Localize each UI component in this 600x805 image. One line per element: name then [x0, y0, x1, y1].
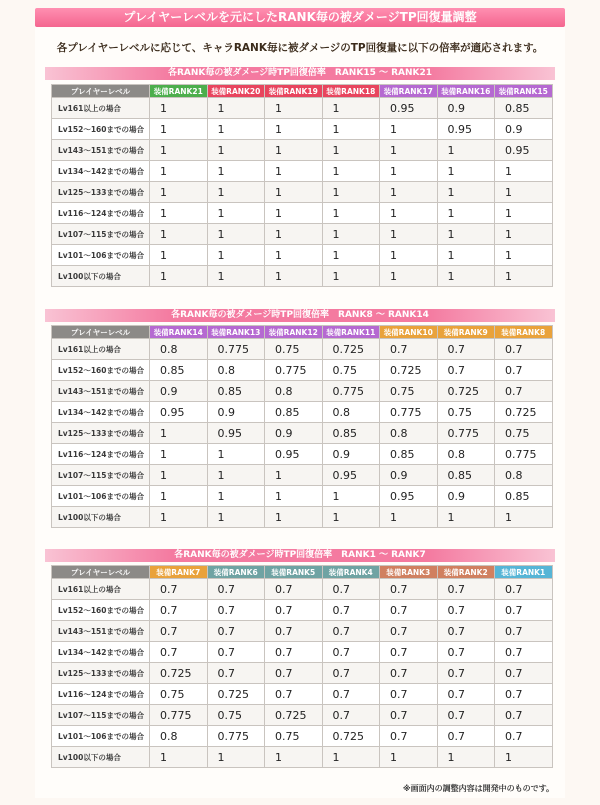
- column-header-player-level: プレイヤーレベル: [52, 326, 150, 339]
- multiplier-cell: 0.85: [495, 98, 553, 119]
- table-row: [52, 360, 553, 381]
- multiplier-cell: 0.7: [380, 339, 438, 360]
- multiplier-cell: 0.85: [495, 486, 553, 507]
- section-title-rank15-21: 各RANK毎の被ダメージ時TP回復倍率 RANK15 ～ RANK21: [45, 67, 555, 80]
- table-rank15-21: [51, 84, 553, 287]
- multiplier-cell: 0.75: [437, 402, 495, 423]
- player-level-label: Lv101～106までの場合: [52, 486, 150, 507]
- multiplier-cell: 0.7: [322, 579, 380, 600]
- column-header-rank: 装備RANK8: [495, 326, 553, 339]
- multiplier-cell: 0.75: [495, 423, 553, 444]
- multiplier-cell: 0.75: [322, 360, 380, 381]
- multiplier-cell: 0.7: [437, 726, 495, 747]
- multiplier-cell: 1: [380, 266, 438, 287]
- player-level-label: Lv116～124までの場合: [52, 444, 150, 465]
- page-title: プレイヤーレベルを元にしたRANK毎の被ダメージTP回復量調整: [35, 8, 565, 27]
- multiplier-cell: 1: [207, 182, 265, 203]
- multiplier-cell: 0.9: [495, 119, 553, 140]
- multiplier-cell: 0.7: [207, 579, 265, 600]
- multiplier-cell: 1: [437, 224, 495, 245]
- multiplier-cell: 0.8: [265, 381, 323, 402]
- table-row: [52, 339, 553, 360]
- multiplier-cell: 0.7: [207, 621, 265, 642]
- multiplier-cell: 1: [207, 486, 265, 507]
- multiplier-cell: 0.725: [150, 663, 208, 684]
- multiplier-cell: 0.7: [437, 360, 495, 381]
- multiplier-cell: 1: [207, 444, 265, 465]
- player-level-label: Lv100以下の場合: [52, 507, 150, 528]
- multiplier-cell: 0.8: [207, 360, 265, 381]
- column-header-rank: 装備RANK18: [322, 85, 380, 98]
- table-row: [52, 507, 553, 528]
- multiplier-cell: 1: [437, 140, 495, 161]
- multiplier-cell: 0.7: [495, 381, 553, 402]
- multiplier-cell: 1: [495, 203, 553, 224]
- multiplier-cell: 0.7: [437, 684, 495, 705]
- multiplier-cell: 0.7: [495, 663, 553, 684]
- multiplier-cell: 1: [437, 747, 495, 768]
- player-level-label: Lv125～133までの場合: [52, 663, 150, 684]
- multiplier-cell: 0.7: [380, 642, 438, 663]
- multiplier-cell: 0.85: [380, 444, 438, 465]
- column-header-rank: 装備RANK2: [437, 566, 495, 579]
- multiplier-cell: 0.85: [437, 465, 495, 486]
- multiplier-cell: 0.95: [207, 423, 265, 444]
- multiplier-cell: 1: [150, 266, 208, 287]
- multiplier-cell: 1: [150, 98, 208, 119]
- player-level-label: Lv152～160までの場合: [52, 600, 150, 621]
- page-subtitle: 各プレイヤーレベルに応じて、キャラRANK毎に被ダメージのTP回復量に以下の倍率が適応されます。: [56, 42, 544, 54]
- multiplier-cell: 0.9: [322, 444, 380, 465]
- multiplier-cell: 1: [150, 507, 208, 528]
- multiplier-cell: 1: [495, 161, 553, 182]
- table-row: [52, 119, 553, 140]
- multiplier-cell: 0.9: [265, 423, 323, 444]
- column-header-rank: 装備RANK6: [207, 566, 265, 579]
- column-header-rank: 装備RANK16: [437, 85, 495, 98]
- footnote: ※画面内の調整内容は開発中のものです。: [402, 784, 554, 793]
- table-row: [52, 182, 553, 203]
- multiplier-cell: 1: [207, 747, 265, 768]
- multiplier-cell: 0.775: [207, 726, 265, 747]
- multiplier-cell: 0.7: [380, 663, 438, 684]
- table-row: [52, 402, 553, 423]
- multiplier-cell: 1: [265, 486, 323, 507]
- multiplier-cell: 1: [150, 423, 208, 444]
- player-level-label: Lv100以下の場合: [52, 747, 150, 768]
- multiplier-cell: 1: [207, 224, 265, 245]
- table-row: [52, 684, 553, 705]
- multiplier-cell: 0.8: [495, 465, 553, 486]
- multiplier-cell: 1: [322, 747, 380, 768]
- column-header-rank: 装備RANK12: [265, 326, 323, 339]
- table-row: [52, 663, 553, 684]
- multiplier-cell: 0.85: [150, 360, 208, 381]
- column-header-rank: 装備RANK13: [207, 326, 265, 339]
- multiplier-cell: 0.7: [437, 621, 495, 642]
- multiplier-cell: 0.95: [380, 98, 438, 119]
- multiplier-cell: 1: [380, 507, 438, 528]
- multiplier-cell: 0.8: [322, 402, 380, 423]
- multiplier-cell: 1: [207, 245, 265, 266]
- multiplier-cell: 0.7: [380, 600, 438, 621]
- multiplier-cell: 1: [150, 245, 208, 266]
- multiplier-cell: 0.7: [322, 684, 380, 705]
- player-level-label: Lv161以上の場合: [52, 579, 150, 600]
- player-level-label: Lv143～151までの場合: [52, 140, 150, 161]
- multiplier-cell: 0.7: [495, 360, 553, 381]
- player-level-label: Lv125～133までの場合: [52, 423, 150, 444]
- column-header-rank: 装備RANK14: [150, 326, 208, 339]
- multiplier-cell: 0.95: [150, 402, 208, 423]
- column-header-rank: 装備RANK20: [207, 85, 265, 98]
- multiplier-cell: 1: [207, 203, 265, 224]
- multiplier-cell: 1: [380, 245, 438, 266]
- column-header-rank: 装備RANK19: [265, 85, 323, 98]
- multiplier-cell: 0.725: [437, 381, 495, 402]
- multiplier-cell: 1: [322, 182, 380, 203]
- multiplier-cell: 0.725: [495, 402, 553, 423]
- multiplier-cell: 1: [437, 507, 495, 528]
- player-level-label: Lv152～160までの場合: [52, 119, 150, 140]
- multiplier-cell: 1: [437, 245, 495, 266]
- player-level-label: Lv101～106までの場合: [52, 726, 150, 747]
- column-header-rank: 装備RANK1: [495, 566, 553, 579]
- multiplier-cell: 0.85: [207, 381, 265, 402]
- multiplier-cell: 1: [322, 140, 380, 161]
- column-header-rank: 装備RANK5: [265, 566, 323, 579]
- table-row: [52, 140, 553, 161]
- multiplier-cell: 1: [380, 224, 438, 245]
- table-row: [52, 465, 553, 486]
- table-row: [52, 705, 553, 726]
- multiplier-cell: 0.7: [495, 600, 553, 621]
- multiplier-cell: 1: [322, 507, 380, 528]
- column-header-rank: 装備RANK21: [150, 85, 208, 98]
- multiplier-cell: 1: [207, 507, 265, 528]
- multiplier-cell: 0.7: [380, 684, 438, 705]
- multiplier-cell: 0.7: [265, 579, 323, 600]
- multiplier-cell: 1: [265, 224, 323, 245]
- multiplier-cell: 0.75: [150, 684, 208, 705]
- multiplier-cell: 0.7: [380, 579, 438, 600]
- table-row: [52, 224, 553, 245]
- multiplier-cell: 0.75: [265, 726, 323, 747]
- multiplier-cell: 1: [265, 203, 323, 224]
- table-row: [52, 747, 553, 768]
- multiplier-cell: 1: [207, 119, 265, 140]
- multiplier-cell: 0.7: [380, 726, 438, 747]
- multiplier-cell: 1: [265, 140, 323, 161]
- multiplier-cell: 1: [495, 224, 553, 245]
- player-level-label: Lv125～133までの場合: [52, 182, 150, 203]
- multiplier-cell: 1: [495, 266, 553, 287]
- multiplier-cell: 1: [150, 747, 208, 768]
- multiplier-cell: 0.7: [322, 642, 380, 663]
- multiplier-cell: 0.7: [322, 663, 380, 684]
- multiplier-cell: 0.95: [322, 465, 380, 486]
- multiplier-cell: 0.7: [150, 621, 208, 642]
- multiplier-cell: 0.85: [265, 402, 323, 423]
- multiplier-cell: 0.95: [495, 140, 553, 161]
- multiplier-cell: 0.7: [495, 684, 553, 705]
- player-level-label: Lv161以上の場合: [52, 339, 150, 360]
- player-level-label: Lv134～142までの場合: [52, 402, 150, 423]
- multiplier-cell: 1: [207, 465, 265, 486]
- multiplier-cell: 0.7: [495, 705, 553, 726]
- multiplier-cell: 0.9: [150, 381, 208, 402]
- player-level-label: Lv152～160までの場合: [52, 360, 150, 381]
- column-header-rank: 装備RANK9: [437, 326, 495, 339]
- multiplier-cell: 1: [150, 203, 208, 224]
- multiplier-cell: 0.7: [437, 339, 495, 360]
- section-title-rank8-14: 各RANK毎の被ダメージ時TP回復倍率 RANK8 ～ RANK14: [45, 309, 555, 322]
- multiplier-cell: 1: [437, 161, 495, 182]
- multiplier-cell: 1: [150, 140, 208, 161]
- column-header-rank: 装備RANK15: [495, 85, 553, 98]
- table-row: [52, 423, 553, 444]
- multiplier-cell: 1: [150, 224, 208, 245]
- multiplier-cell: 0.7: [265, 642, 323, 663]
- multiplier-cell: 1: [322, 119, 380, 140]
- multiplier-cell: 0.85: [322, 423, 380, 444]
- multiplier-cell: 1: [437, 203, 495, 224]
- column-header-rank: 装備RANK7: [150, 566, 208, 579]
- section-title-rank1-7: 各RANK毎の被ダメージ時TP回復倍率 RANK1 ～ RANK7: [45, 549, 555, 562]
- multiplier-cell: 0.7: [207, 663, 265, 684]
- table-row: [52, 98, 553, 119]
- multiplier-cell: 1: [437, 266, 495, 287]
- multiplier-cell: 1: [150, 486, 208, 507]
- multiplier-cell: 0.95: [380, 486, 438, 507]
- player-level-label: Lv161以上の場合: [52, 98, 150, 119]
- multiplier-cell: 0.9: [207, 402, 265, 423]
- multiplier-cell: 0.7: [265, 684, 323, 705]
- multiplier-cell: 1: [150, 182, 208, 203]
- multiplier-cell: 1: [150, 465, 208, 486]
- multiplier-cell: 0.7: [437, 579, 495, 600]
- multiplier-cell: 1: [322, 245, 380, 266]
- table-rank1-7: [51, 565, 553, 768]
- multiplier-cell: 0.7: [207, 642, 265, 663]
- multiplier-cell: 1: [495, 747, 553, 768]
- multiplier-cell: 0.75: [207, 705, 265, 726]
- multiplier-cell: 0.7: [495, 579, 553, 600]
- multiplier-cell: 0.95: [437, 119, 495, 140]
- table-rank8-14: [51, 325, 553, 528]
- table-row: [52, 203, 553, 224]
- multiplier-cell: 0.7: [150, 579, 208, 600]
- multiplier-cell: 0.7: [495, 621, 553, 642]
- multiplier-cell: 1: [380, 747, 438, 768]
- multiplier-cell: 1: [207, 140, 265, 161]
- table-row: [52, 600, 553, 621]
- multiplier-cell: 0.7: [437, 705, 495, 726]
- multiplier-cell: 1: [380, 203, 438, 224]
- multiplier-cell: 0.7: [150, 600, 208, 621]
- table-row: [52, 486, 553, 507]
- multiplier-cell: 0.725: [207, 684, 265, 705]
- player-level-label: Lv134～142までの場合: [52, 161, 150, 182]
- column-header-rank: 装備RANK17: [380, 85, 438, 98]
- multiplier-cell: 1: [437, 182, 495, 203]
- multiplier-cell: 1: [265, 119, 323, 140]
- multiplier-cell: 1: [265, 266, 323, 287]
- multiplier-cell: 1: [495, 507, 553, 528]
- multiplier-cell: 0.7: [495, 642, 553, 663]
- multiplier-cell: 0.7: [265, 663, 323, 684]
- multiplier-cell: 0.7: [380, 621, 438, 642]
- player-level-label: Lv143～151までの場合: [52, 621, 150, 642]
- multiplier-cell: 0.7: [265, 621, 323, 642]
- multiplier-cell: 1: [322, 224, 380, 245]
- multiplier-cell: 1: [207, 161, 265, 182]
- multiplier-cell: 1: [150, 161, 208, 182]
- multiplier-cell: 0.7: [265, 600, 323, 621]
- column-header-rank: 装備RANK4: [322, 566, 380, 579]
- table-row: [52, 161, 553, 182]
- column-header-player-level: プレイヤーレベル: [52, 566, 150, 579]
- column-header-rank: 装備RANK11: [322, 326, 380, 339]
- multiplier-cell: 1: [150, 444, 208, 465]
- multiplier-cell: 1: [322, 161, 380, 182]
- multiplier-cell: 0.725: [322, 339, 380, 360]
- multiplier-cell: 0.7: [437, 600, 495, 621]
- multiplier-cell: 1: [150, 119, 208, 140]
- multiplier-cell: 1: [265, 747, 323, 768]
- player-level-label: Lv107～115までの場合: [52, 224, 150, 245]
- multiplier-cell: 1: [265, 161, 323, 182]
- column-header-rank: 装備RANK10: [380, 326, 438, 339]
- multiplier-cell: 0.7: [322, 621, 380, 642]
- table-row: [52, 381, 553, 402]
- multiplier-cell: 0.7: [495, 726, 553, 747]
- multiplier-cell: 0.95: [265, 444, 323, 465]
- multiplier-cell: 0.7: [150, 642, 208, 663]
- player-level-label: Lv143～151までの場合: [52, 381, 150, 402]
- table-row: [52, 245, 553, 266]
- multiplier-cell: 1: [322, 266, 380, 287]
- multiplier-cell: 0.8: [150, 726, 208, 747]
- multiplier-cell: 0.7: [437, 642, 495, 663]
- multiplier-cell: 0.775: [150, 705, 208, 726]
- column-header-rank: 装備RANK3: [380, 566, 438, 579]
- multiplier-cell: 1: [380, 161, 438, 182]
- player-level-label: Lv134～142までの場合: [52, 642, 150, 663]
- table-row: [52, 579, 553, 600]
- multiplier-cell: 0.725: [380, 360, 438, 381]
- multiplier-cell: 0.725: [265, 705, 323, 726]
- multiplier-cell: 1: [380, 182, 438, 203]
- multiplier-cell: 0.775: [495, 444, 553, 465]
- multiplier-cell: 1: [265, 507, 323, 528]
- table-row: [52, 642, 553, 663]
- multiplier-cell: 0.8: [380, 423, 438, 444]
- player-level-label: Lv101～106までの場合: [52, 245, 150, 266]
- player-level-label: Lv107～115までの場合: [52, 705, 150, 726]
- multiplier-cell: 0.9: [437, 486, 495, 507]
- player-level-label: Lv116～124までの場合: [52, 203, 150, 224]
- table-row: [52, 444, 553, 465]
- multiplier-cell: 0.7: [437, 663, 495, 684]
- multiplier-cell: 0.9: [380, 465, 438, 486]
- multiplier-cell: 0.775: [207, 339, 265, 360]
- table-row: [52, 726, 553, 747]
- multiplier-cell: 1: [380, 119, 438, 140]
- multiplier-cell: 0.775: [322, 381, 380, 402]
- multiplier-cell: 1: [207, 266, 265, 287]
- multiplier-cell: 0.7: [380, 705, 438, 726]
- multiplier-cell: 1: [322, 203, 380, 224]
- multiplier-cell: 0.725: [322, 726, 380, 747]
- table-row: [52, 621, 553, 642]
- multiplier-cell: 0.7: [322, 600, 380, 621]
- multiplier-cell: 0.775: [265, 360, 323, 381]
- multiplier-cell: 1: [207, 98, 265, 119]
- multiplier-cell: 1: [265, 98, 323, 119]
- multiplier-cell: 1: [322, 486, 380, 507]
- multiplier-cell: 1: [495, 245, 553, 266]
- player-level-label: Lv116～124までの場合: [52, 684, 150, 705]
- multiplier-cell: 0.8: [150, 339, 208, 360]
- multiplier-cell: 0.7: [495, 339, 553, 360]
- table-row: [52, 266, 553, 287]
- column-header-player-level: プレイヤーレベル: [52, 85, 150, 98]
- multiplier-cell: 0.7: [322, 705, 380, 726]
- multiplier-cell: 1: [265, 245, 323, 266]
- multiplier-cell: 0.775: [437, 423, 495, 444]
- multiplier-cell: 1: [265, 182, 323, 203]
- multiplier-cell: 1: [380, 140, 438, 161]
- player-level-label: Lv100以下の場合: [52, 266, 150, 287]
- multiplier-cell: 0.8: [437, 444, 495, 465]
- multiplier-cell: 1: [322, 98, 380, 119]
- multiplier-cell: 0.775: [380, 402, 438, 423]
- multiplier-cell: 0.7: [207, 600, 265, 621]
- multiplier-cell: 1: [495, 182, 553, 203]
- multiplier-cell: 1: [265, 465, 323, 486]
- multiplier-cell: 0.9: [437, 98, 495, 119]
- player-level-label: Lv107～115までの場合: [52, 465, 150, 486]
- multiplier-cell: 0.75: [265, 339, 323, 360]
- multiplier-cell: 0.75: [380, 381, 438, 402]
